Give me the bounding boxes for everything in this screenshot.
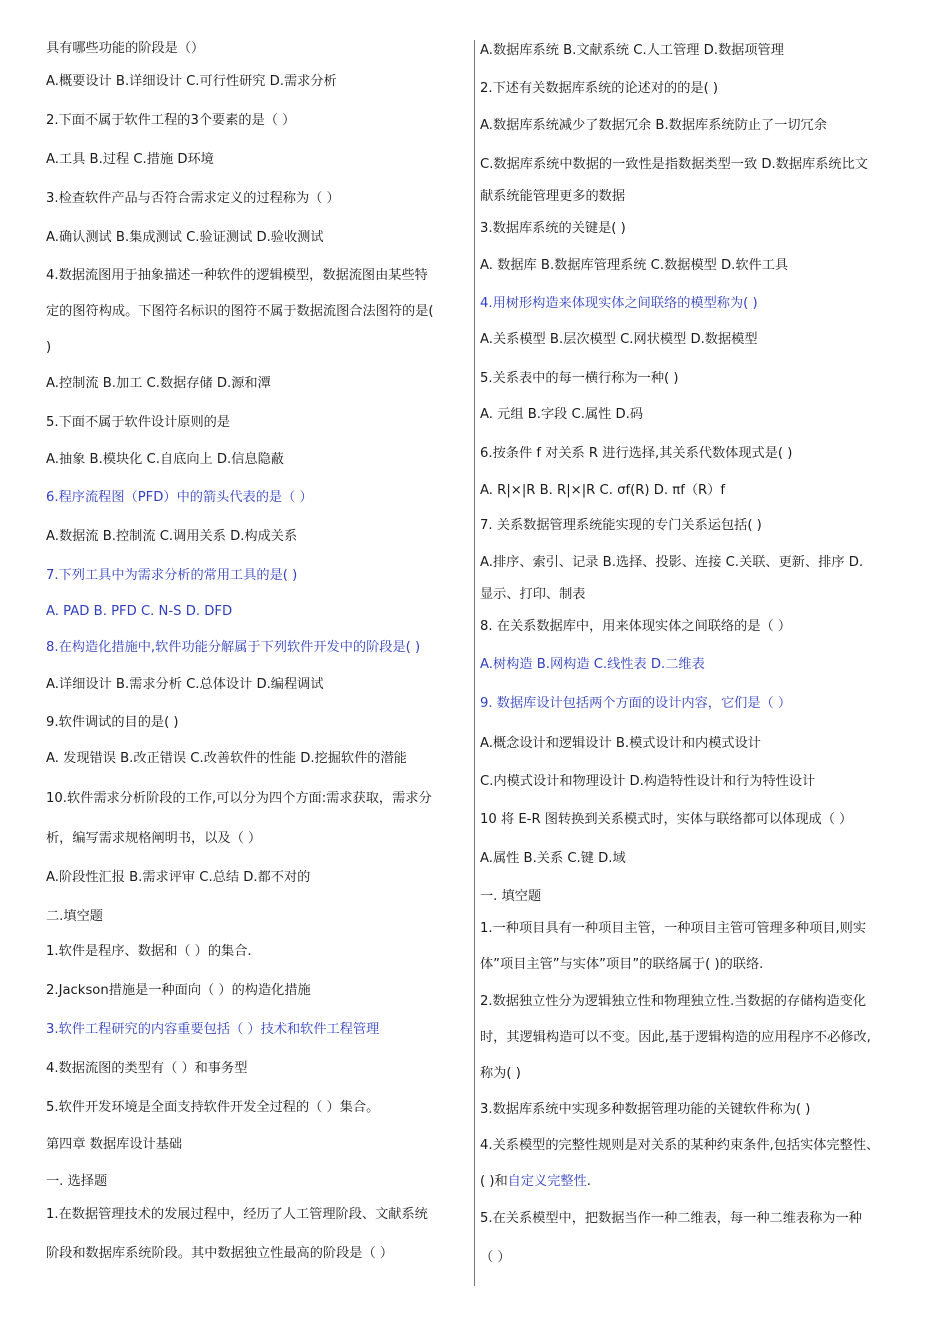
text-line: 6.程序流程图（PFD）中的箭头代表的是（ ）: [46, 490, 313, 505]
text-line: 7.下列工具中为需求分析的常用工具的是( ): [46, 568, 298, 583]
text-line: A.工具 B.过程 C.措施 D环境: [46, 152, 214, 167]
text-line: 3.数据库系统的关键是( ): [480, 221, 626, 236]
text-line: A. 数据库 B.数据库管理系统 C.数据模型 D.软件工具: [480, 258, 789, 273]
text-line: 献系统能管理更多的数据: [480, 189, 626, 204]
text-line: 10.软件需求分析阶段的工作,可以分为四个方面:需求获取，需求分: [46, 791, 432, 806]
text-line: 2.Jackson措施是一种面向（ ）的构造化措施: [46, 983, 311, 998]
text-line: 9. 数据库设计包括两个方面的设计内容，它们是（ ）: [480, 696, 792, 711]
text-line: 3.软件工程研究的内容重要包括（ ）技术和软件工程管理: [46, 1022, 380, 1037]
text-line: A.概要设计 B.详细设计 C.可行性研究 D.需求分析: [46, 74, 337, 89]
text-line: 4.用树形构造来体现实体之间联络的模型称为( ): [480, 296, 758, 311]
text-line: 4.关系模型的完整性规则是对关系的某种约束条件,包括实体完整性、: [480, 1138, 880, 1153]
text-line: 定的图符构成。下图符名标识的图符不属于数据流图合法图符的是(: [46, 304, 434, 319]
text-line: A. 发现错误 B.改正错误 C.改善软件的性能 D.挖掘软件的潜能: [46, 751, 407, 766]
text-line: 6.按条件 f 对关系 R 进行选择,其关系代数体现式是( ): [480, 446, 793, 461]
text-line: ): [46, 340, 52, 355]
text-line: 8.在构造化措施中,软件功能分解属于下列软件开发中的阶段是( ): [46, 640, 421, 655]
text-line: A.排序、索引、记录 B.选择、投影、连接 C.关联、更新、排序 D.: [480, 555, 864, 570]
text-line: 2.下面不属于软件工程的3个要素的是（ ）: [46, 113, 296, 128]
text-line: （ ）: [480, 1250, 511, 1265]
text-line: A. 元组 B.字段 C.属性 D.码: [480, 407, 644, 422]
text-line: 3.检查软件产品与否符合需求定义的过程称为（ ）: [46, 191, 340, 206]
text-line: A. R|×|R B. R|×|R C. σf(R) D. πf（R）f: [480, 483, 726, 498]
text-line: 3.数据库系统中实现多种数据管理功能的关键软件称为( ): [480, 1102, 811, 1117]
text-line: 显示、打印、制表: [480, 587, 586, 602]
text-line: A.概念设计和逻辑设计 B.模式设计和内模式设计: [480, 736, 761, 751]
text-line: 称为( ): [480, 1066, 521, 1081]
highlight-text: 自定义完整性: [507, 1174, 587, 1189]
text-line: 7. 关系数据管理系统能实现的专门关系运包括( ): [480, 518, 762, 533]
text-line: 1.在数据管理技术的发展过程中，经历了人工管理阶段、文献系统: [46, 1207, 428, 1222]
text-line: A.数据流 B.控制流 C.调用关系 D.构成关系: [46, 529, 298, 544]
text-line: 9.软件调试的目的是( ): [46, 715, 179, 730]
text-line: 4.数据流图用于抽象描述一种软件的逻辑模型，数据流图由某些特: [46, 268, 428, 283]
text-line: 5.下面不属于软件设计原则的是: [46, 415, 231, 430]
text-line: A.确认测试 B.集成测试 C.验证测试 D.验收测试: [46, 230, 324, 245]
text-line: 阶段和数据库系统阶段。其中数据独立性最高的阶段是（ ）: [46, 1246, 394, 1261]
text-line: A. PAD B. PFD C. N-S D. DFD: [46, 604, 233, 619]
text-line: A.数据库系统 B.文献系统 C.人工管理 D.数据项管理: [480, 43, 784, 58]
text-line: A.数据库系统减少了数据冗余 B.数据库系统防止了一切冗余: [480, 118, 827, 133]
text-line: 时，其逻辑构造可以不变。因此,基于逻辑构造的应用程序不必修改,: [480, 1030, 871, 1045]
text-line: 1.一种项目具有一种项目主管，一种项目主管可管理多种项目,则实: [480, 921, 867, 936]
text-line: C.数据库系统中数据的一致性是指数据类型一致 D.数据库系统比文: [480, 157, 868, 172]
text-line: A.关系模型 B.层次模型 C.网状模型 D.数据模型: [480, 332, 758, 347]
text-line: 第四章 数据库设计基础: [46, 1137, 183, 1152]
text-line: 析，编写需求规格阐明书，以及（ ）: [46, 831, 262, 846]
text-line: 4.数据流图的类型有（ ）和事务型: [46, 1061, 248, 1076]
text-line: 1.软件是程序、数据和（ ）的集合.: [46, 944, 252, 959]
text-line: A.抽象 B.模块化 C.自底向上 D.信息隐蔽: [46, 452, 284, 467]
text-line: 2.数据独立性分为逻辑独立性和物理独立性.当数据的存储构造变化: [480, 994, 867, 1009]
text-line: 5.关系表中的每一横行称为一种( ): [480, 371, 679, 386]
text-line: A.树构造 B.网构造 C.线性表 D.二维表: [480, 657, 705, 672]
text-line: 5.在关系模型中，把数据当作一种二维表，每一种二维表称为一种: [480, 1211, 862, 1226]
text-line: A.阶段性汇报 B.需求评审 C.总结 D.都不对的: [46, 870, 311, 885]
text-line: 体”项目主管”与实体”项目”的联络属于( )的联络.: [480, 957, 764, 972]
text-line: A.控制流 B.加工 C.数据存储 D.源和潭: [46, 376, 271, 391]
text-line: A.详细设计 B.需求分析 C.总体设计 D.编程调试: [46, 677, 324, 692]
text-line: 2.下述有关数据库系统的论述对的的是( ): [480, 81, 719, 96]
text-line: C.内模式设计和物理设计 D.构造特性设计和行为特性设计: [480, 774, 816, 789]
text-line: 5.软件开发环境是全面支持软件开发全过程的（ ）集合。: [46, 1100, 380, 1115]
text-line: 具有哪些功能的阶段是（）: [46, 41, 205, 56]
text-line: 一. 填空题: [480, 889, 542, 904]
text-line: A.属性 B.关系 C.键 D.域: [480, 851, 626, 866]
text-line: 二.填空题: [46, 909, 103, 924]
text-line: 10 将 E-R 图转换到关系模式时，实体与联络都可以体现成（ ）: [480, 812, 853, 827]
column-divider: [474, 40, 475, 1286]
text-line: 8. 在关系数据库中，用来体现实体之间联络的是（ ）: [480, 619, 792, 634]
text-line: ( )和自定义完整性.: [480, 1174, 591, 1189]
text-line: 一. 选择题: [46, 1174, 108, 1189]
